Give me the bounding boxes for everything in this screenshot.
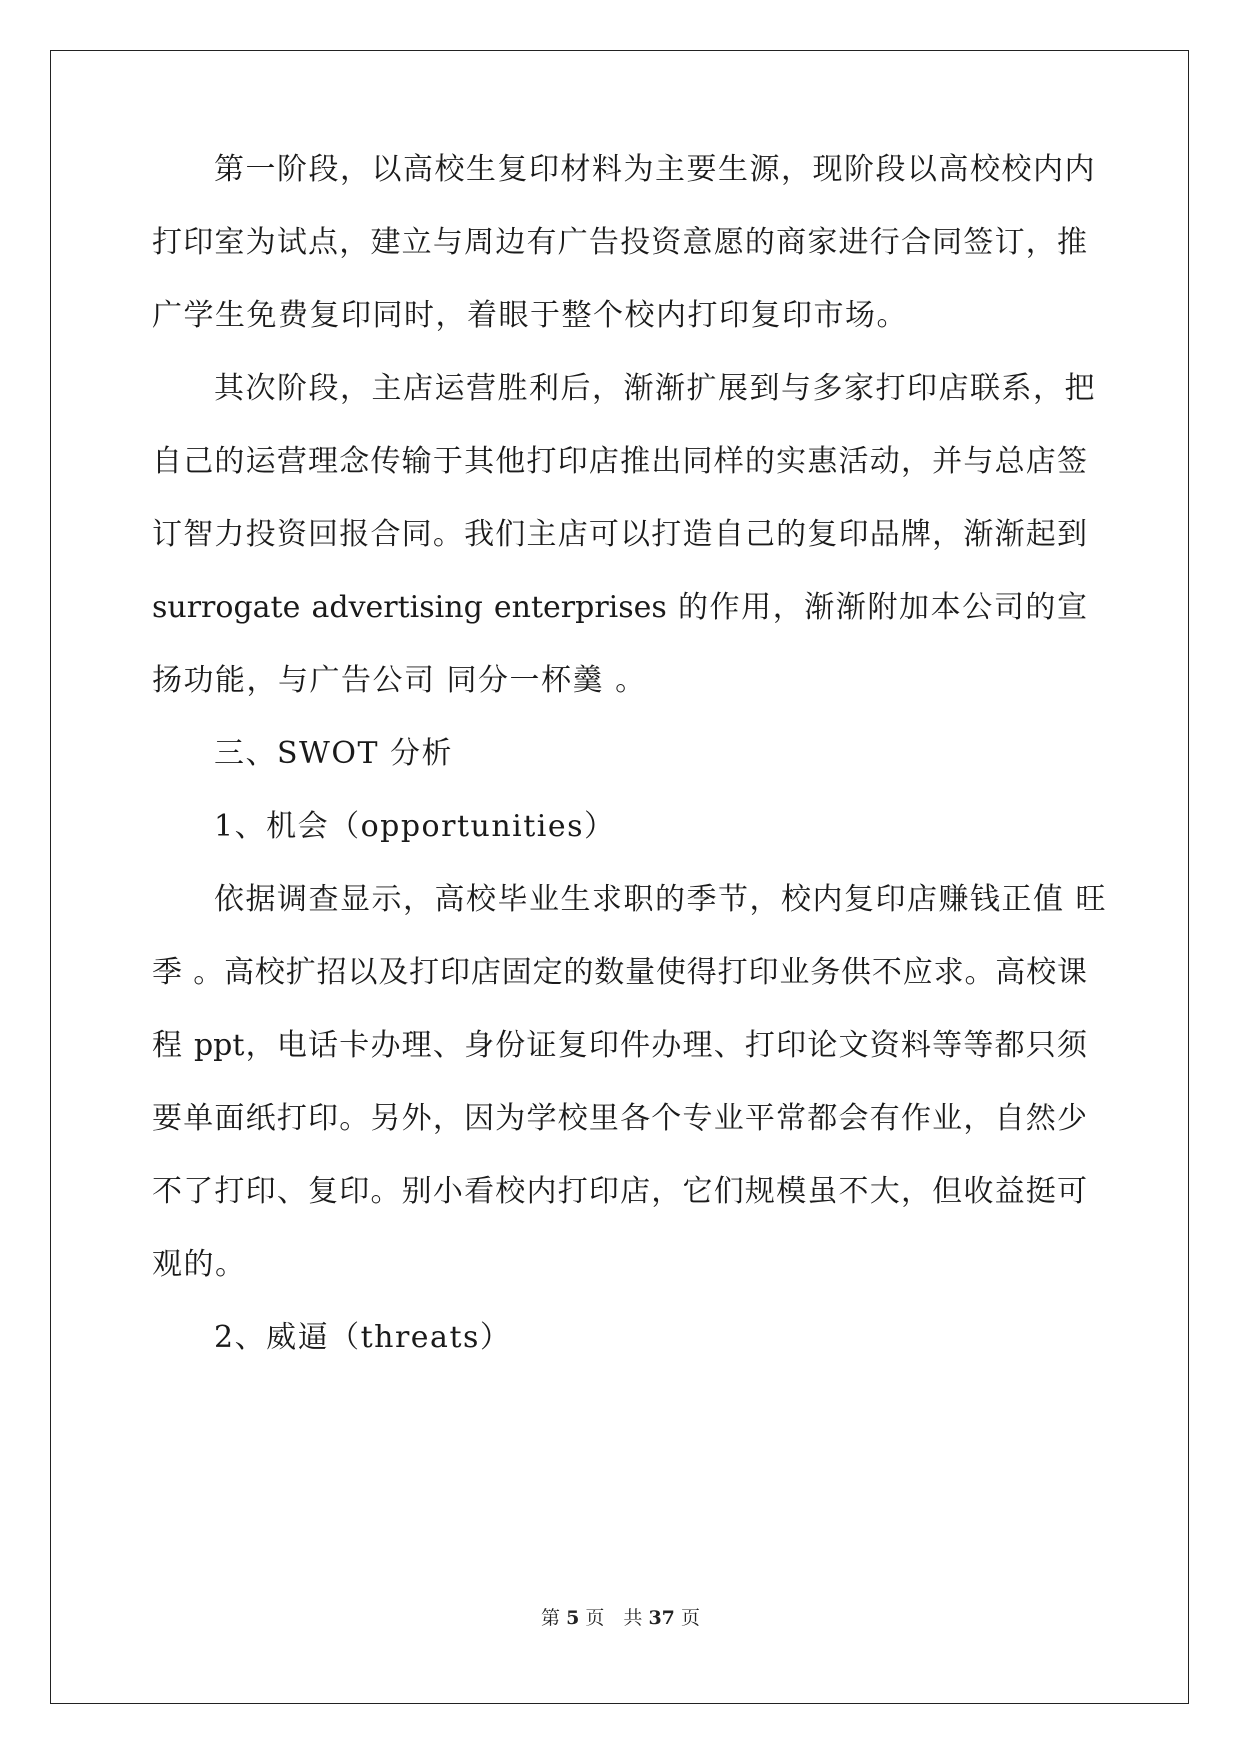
paragraph-1-line-1: 第一阶段，以高校生复印材料为主要生源，现阶段以高校校内内: [214, 152, 1096, 187]
paragraph-3-line-1: 依据调查显示，高校毕业生求职的季节，校内复印店赚钱正值 旺: [214, 882, 1108, 917]
section-heading-swot: 三、SWOT 分析: [214, 736, 454, 771]
footer-suffix: 页: [680, 1607, 700, 1629]
paragraph-2-line-4: surrogate advertising enterprises 的作用，渐渐附加本公司的宣: [152, 590, 1087, 625]
paragraph-1-line-2: 打印室为试点，建立与周边有广告投资意愿的商家进行合同签订，推: [152, 225, 1087, 260]
total-page-count: 37: [648, 1607, 675, 1629]
subheading-opportunities: 1、机会（opportunities）: [214, 809, 616, 844]
current-page-number: 5: [566, 1607, 580, 1629]
paragraph-1-line-3: 广学生免费复印同时，着眼于整个校内打印复印市场。: [152, 298, 908, 333]
paragraph-2-line-5: 扬功能，与广告公司 同分一杯羹 。: [152, 663, 647, 698]
paragraph-3-line-3: 程 ppt，电话卡办理、身份证复印件办理、打印论文资料等等都只须: [152, 1028, 1087, 1063]
paragraph-2-line-2: 自己的运营理念传输于其他打印店推出同样的实惠活动，并与总店签: [152, 444, 1087, 479]
paragraph-3-line-6: 观的。: [152, 1247, 247, 1282]
paragraph-3-line-4: 要单面纸打印。另外，因为学校里各个专业平常都会有作业，自然少: [152, 1101, 1087, 1136]
paragraph-3-line-2: 季 。高校扩招以及打印店固定的数量使得打印业务供不应求。高校课: [152, 955, 1087, 990]
footer-prefix: 第: [541, 1607, 561, 1629]
paragraph-2-line-1: 其次阶段，主店运营胜利后，渐渐扩展到与多家打印店联系，把: [214, 371, 1096, 406]
subheading-threats: 2、威逼（threats）: [214, 1320, 512, 1355]
page-footer: [0, 1606, 1241, 1630]
footer-middle: 页 共: [585, 1607, 643, 1629]
paragraph-3-line-5: 不了打印、复印。别小看校内打印店，它们规模虽不大，但收益挺可: [152, 1174, 1087, 1209]
paragraph-2-line-3: 订智力投资回报合同。我们主店可以打造自己的复印品牌，渐渐起到: [152, 517, 1087, 552]
